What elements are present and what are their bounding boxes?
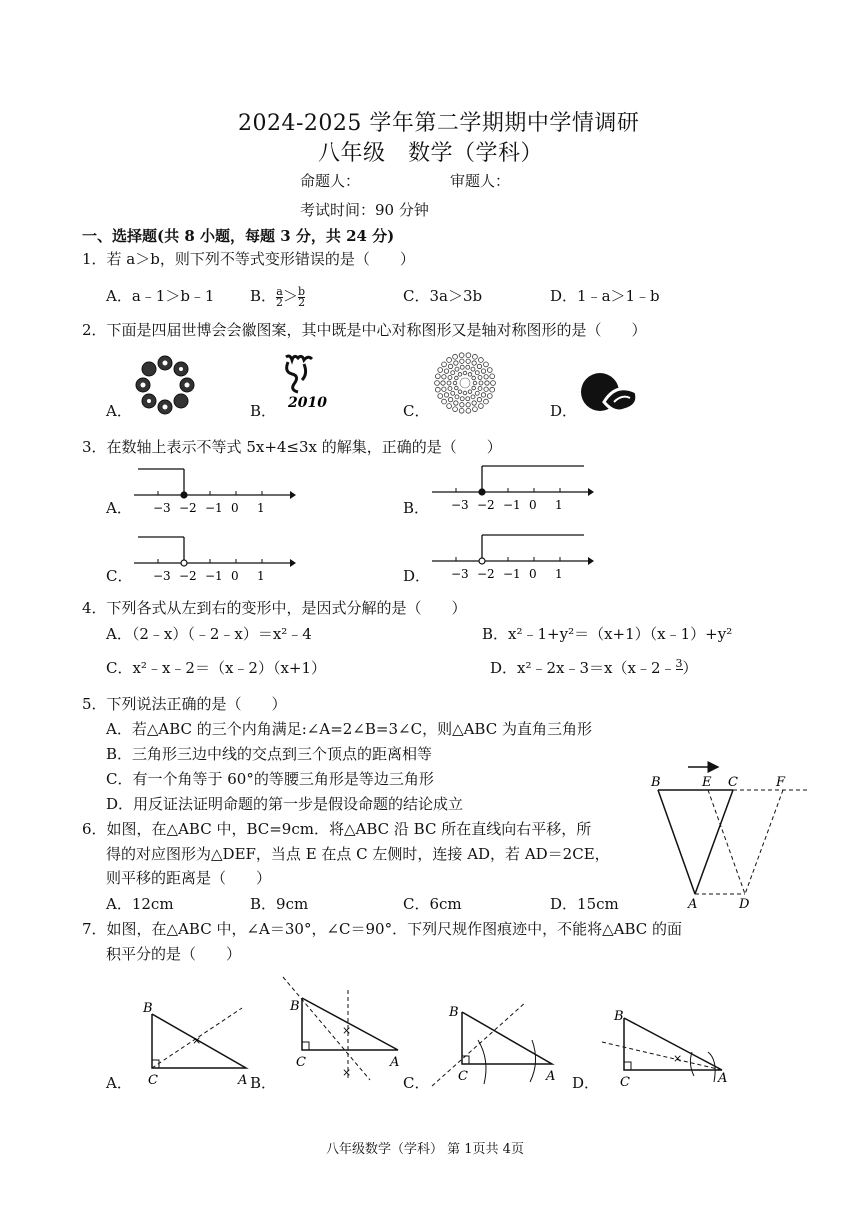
number-line-tick-label: −1	[503, 498, 521, 512]
q5-option-a: A．若△ABC 的三个内角满足:∠A=2∠B=3∠C，则△ABC 为直角三角形	[106, 720, 592, 738]
question-7-line1: 7．如图，在△ABC 中，∠A＝30°，∠C＝90°．下列尺规作图痕迹中，不能将△ABC 的面	[82, 920, 682, 938]
q6-label-a: A	[688, 897, 698, 912]
q1-b-right-num: b	[298, 284, 306, 298]
q6-label-f: F	[776, 775, 786, 790]
q7b-label-b: B	[290, 999, 300, 1014]
number-line-tick-label: −2	[477, 567, 495, 581]
q7-option-a: A．	[106, 1074, 132, 1092]
number-line-tick-label: 0	[231, 501, 239, 515]
q7-figure-c	[428, 990, 558, 1090]
number-line-c	[130, 533, 300, 583]
number-line-tick-label: 0	[529, 498, 537, 512]
number-line-tick-label: −3	[153, 501, 171, 515]
question-4-stem: 4．下列各式从左到右的变形中，是因式分解的是（ ）	[82, 599, 467, 617]
number-line-tick-label: 1	[555, 498, 563, 512]
svg-text:×: ×	[192, 1034, 202, 1047]
q7b-label-a: A	[390, 1055, 400, 1070]
q1-b-gt: ＞	[283, 287, 299, 305]
q1-b-right-den: 2	[298, 295, 306, 309]
q6-label-d: D	[739, 897, 750, 912]
exam-subtitle: 八年级 数学（学科）	[318, 141, 544, 166]
q4-d-frac-num: 3	[675, 656, 683, 670]
q2-option-d: D．	[550, 402, 578, 420]
q7d-label-c: C	[620, 1075, 630, 1090]
number-line-tick-label: −2	[477, 498, 495, 512]
solution-endpoint	[479, 558, 485, 564]
expo-logo-c-image	[434, 352, 496, 414]
number-line-tick-label: −3	[451, 498, 469, 512]
q6-label-e: E	[702, 775, 712, 790]
exam-title: 2024-2025 学年第二学期期中学情调研	[238, 111, 640, 136]
q4-option-c: C．x²﹣x﹣2＝（x﹣2）（x+1）	[106, 659, 327, 677]
number-line-tick-label: 1	[555, 567, 563, 581]
q7-option-b: B．	[250, 1074, 277, 1092]
q1-option-b-prefix: B．	[250, 287, 277, 305]
question-2-stem: 2．下面是四届世博会会徽图案，其中既是中心对称图形又是轴对称图形的是（ ）	[82, 321, 647, 339]
number-line-tick-label: 1	[257, 501, 265, 515]
q5-option-d: D．用反证法证明命题的第一步是假设命题的结论成立	[106, 795, 464, 813]
svg-text:×: ×	[342, 1066, 352, 1079]
q6-label-c: C	[728, 775, 738, 790]
q4-option-d-main: D．x²﹣2x﹣3＝x（x﹣2﹣	[490, 659, 676, 677]
q3-option-c: C．	[106, 567, 133, 585]
q6-option-a: A．12cm	[106, 895, 174, 913]
q1-option-d: D．1﹣a＞1﹣b	[550, 287, 660, 305]
q1-b-left-num: a	[276, 284, 283, 298]
q7b-label-c: C	[296, 1055, 306, 1070]
number-line-tick-label: −3	[451, 567, 469, 581]
number-line-tick-label: −1	[205, 501, 223, 515]
q1-b-left-den: 2	[276, 295, 284, 309]
q1-option-c: C．3a＞3b	[403, 287, 483, 305]
number-line-d	[428, 531, 598, 581]
expo-logo-d-image	[580, 372, 640, 422]
q7d-label-b: B	[614, 1009, 624, 1024]
svg-text:×: ×	[342, 1024, 352, 1037]
question-7-line2: 积平分的是（ ）	[106, 945, 242, 963]
solution-endpoint	[181, 492, 187, 498]
question-3-stem: 3．在数轴上表示不等式 5x+4≤3x 的解集，正确的是（ ）	[82, 438, 502, 456]
q7c-label-b: B	[449, 1005, 459, 1020]
q6-translation-figure	[648, 758, 818, 912]
q2-option-b: B．	[250, 402, 277, 420]
number-line-tick-label: −2	[179, 569, 197, 583]
q7-figure-b	[280, 972, 410, 1082]
solution-endpoint	[479, 489, 485, 495]
q4-option-a: A．（2﹣x）（﹣2﹣x）＝x²﹣4	[106, 625, 312, 643]
number-line-tick-label: −1	[503, 567, 521, 581]
q7-figure-a	[138, 998, 258, 1088]
q6-option-c: C．6cm	[403, 895, 462, 913]
number-line-tick-label: 0	[529, 567, 537, 581]
q7c-label-c: C	[458, 1069, 468, 1084]
question-1-stem: 1．若 a＞b，则下列不等式变形错误的是（ ）	[82, 250, 415, 268]
page-footer: 八年级数学（学科） 第 1页共 4页	[326, 1142, 524, 1157]
svg-text:×: ×	[673, 1052, 683, 1065]
number-line-tick-label: −1	[205, 569, 223, 583]
q6-label-b: B	[651, 775, 661, 790]
reviewer-label: 审题人：	[450, 172, 511, 190]
q7-figure-d	[598, 1002, 738, 1092]
q5-option-b: B．三角形三边中线的交点到三个顶点的距离相等	[106, 745, 433, 763]
solution-endpoint	[181, 560, 187, 566]
q7a-label-b: B	[143, 1001, 153, 1016]
question-5-stem: 5．下列说法正确的是（ ）	[82, 695, 287, 713]
q3-option-b: B．	[403, 499, 430, 517]
question-6-line2: 得的对应图形为△DEF，当点 E 在点 C 左侧时，连接 AD，若 AD＝2CE，	[106, 845, 610, 863]
q7c-label-a: A	[546, 1069, 556, 1084]
q7-option-c: C．	[403, 1074, 430, 1092]
q4-d-close: ）	[682, 659, 698, 677]
q7d-label-a: A	[718, 1071, 728, 1086]
question-6-line1: 6．如图，在△ABC 中，BC=9cm．将△ABC 沿 BC 所在直线向右平移，所	[82, 820, 592, 838]
q7a-label-a: A	[238, 1073, 248, 1088]
q7-option-d: D．	[572, 1074, 600, 1092]
exam-time: 考试时间：90 分钟	[300, 201, 429, 219]
number-line-tick-label: 1	[257, 569, 265, 583]
q6-option-b: B．9cm	[250, 895, 309, 913]
setter-label: 命题人：	[300, 172, 361, 190]
section-heading: 一、选择题(共 8 小题，每题 3 分，共 24 分)	[82, 227, 395, 245]
expo-logo-a-image	[135, 355, 195, 415]
q1-option-b	[250, 285, 305, 308]
q3-option-a: A．	[106, 499, 132, 517]
number-line-tick-label: 0	[231, 569, 239, 583]
q7a-label-c: C	[148, 1073, 158, 1088]
q5-option-c: C．有一个角等于 60°的等腰三角形是等边三角形	[106, 770, 434, 788]
q6-option-d: D．15cm	[550, 895, 619, 913]
expo-logo-b-image	[278, 352, 338, 412]
q1-option-a: A．a﹣1＞b﹣1	[106, 287, 215, 305]
number-line-a	[130, 465, 300, 515]
number-line-tick-label: −3	[153, 569, 171, 583]
q3-option-d: D．	[403, 567, 431, 585]
number-line-tick-label: −2	[179, 501, 197, 515]
number-line-b	[428, 462, 598, 512]
q2-option-a: A．	[106, 402, 132, 420]
q4-option-d	[490, 657, 698, 680]
question-6-line3: 则平移的距离是（ ）	[106, 869, 272, 887]
q4-option-b: B．x²﹣1+y²＝（x+1）（x﹣1）+y²	[482, 625, 733, 643]
logo-b-text: 2010	[288, 395, 327, 411]
q2-option-c: C．	[403, 402, 430, 420]
